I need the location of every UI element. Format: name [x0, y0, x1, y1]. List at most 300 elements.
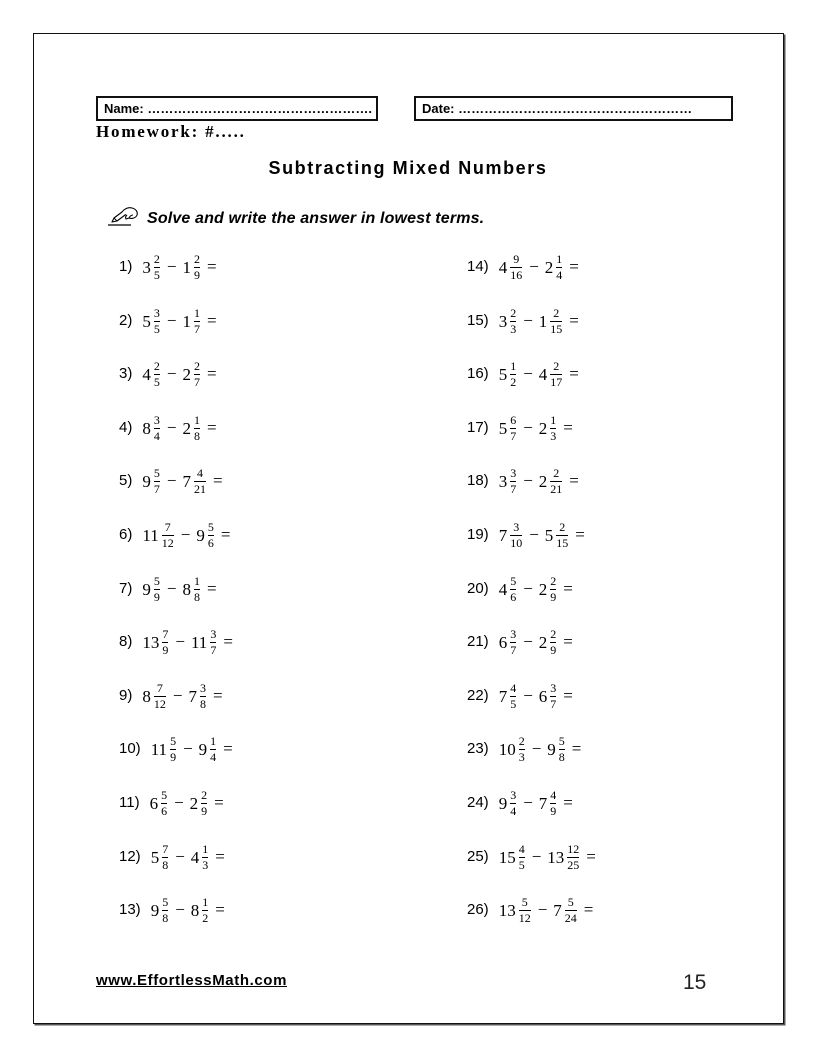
- problem-number: 23): [467, 740, 489, 757]
- fraction-denominator: 5: [153, 268, 160, 282]
- subtrahend-fraction: [555, 253, 563, 281]
- fraction-numerator: 3: [210, 627, 217, 641]
- fraction-denominator: 7: [550, 697, 557, 711]
- fraction-denominator: 9: [201, 804, 208, 818]
- fraction-denominator: 24: [564, 911, 577, 925]
- fraction-numerator: 2: [553, 359, 560, 373]
- subtrahend-fraction: [193, 467, 207, 495]
- minuend-whole-number: 5: [498, 418, 508, 438]
- subtrahend-whole-number: 7: [188, 686, 197, 706]
- problem-item: [467, 680, 579, 712]
- fraction-numerator: 1: [193, 413, 200, 427]
- fraction-numerator: 2: [553, 466, 560, 480]
- subtrahend-whole-number: 2: [538, 632, 548, 652]
- minuend-fraction: [153, 307, 161, 335]
- minuend-whole-number: 15: [498, 847, 516, 867]
- fraction-numerator: 7: [156, 681, 163, 695]
- fraction-numerator: 5: [207, 520, 214, 534]
- subtrahend-fraction: [564, 896, 578, 924]
- subtrahend-whole-number: 2: [189, 793, 199, 813]
- problem-item: [119, 841, 231, 873]
- problem-item: [119, 358, 223, 390]
- minuend-whole-number: 8: [142, 686, 151, 706]
- problem-item: [119, 894, 231, 926]
- problem-number: 8): [119, 633, 133, 650]
- fraction-numerator: 2: [550, 574, 557, 588]
- homework-label: Homework: #.....: [96, 122, 246, 141]
- problem-item: [467, 519, 591, 551]
- fraction-numerator: 2: [193, 252, 200, 266]
- fraction-numerator: 9: [513, 252, 520, 266]
- subtrahend-whole-number: 2: [538, 471, 548, 491]
- minuend-whole-number: 3: [498, 471, 508, 491]
- equals-sign: =: [563, 792, 573, 812]
- fraction-numerator: 1: [202, 842, 209, 856]
- fraction-denominator: 7: [510, 643, 517, 657]
- subtrahend-fraction: [199, 682, 207, 710]
- problem-number: 12): [119, 848, 141, 865]
- fraction-numerator: 5: [521, 895, 528, 909]
- fraction-numerator: 1: [550, 413, 557, 427]
- fraction-denominator: 21: [193, 482, 206, 496]
- fraction-numerator: 2: [518, 734, 525, 748]
- subtrahend-fraction: [209, 735, 217, 763]
- fraction-denominator: 5: [153, 322, 160, 336]
- equals-sign: =: [563, 578, 573, 598]
- fraction-numerator: 7: [162, 627, 169, 641]
- minus-sign: −: [183, 738, 193, 758]
- subtrahend-fraction: [209, 628, 217, 656]
- fraction-numerator: 1: [202, 895, 209, 909]
- problem-number: 5): [119, 472, 133, 489]
- fraction-denominator: 5: [153, 375, 160, 389]
- subtrahend-fraction: [549, 575, 557, 603]
- fraction-numerator: 5: [510, 574, 517, 588]
- minuend-fraction: [509, 253, 523, 281]
- fraction-denominator: 12: [161, 536, 174, 550]
- equals-sign: =: [583, 899, 594, 919]
- problem-number: 17): [467, 419, 489, 436]
- fraction-denominator: 4: [556, 268, 563, 282]
- name-field: [96, 96, 378, 121]
- minuend-whole-number: 9: [142, 579, 151, 599]
- subtrahend-fraction: [549, 360, 563, 388]
- subtrahend-whole-number: 13: [547, 847, 565, 867]
- subtrahend-fraction: [549, 467, 563, 495]
- problem-item: [119, 305, 223, 337]
- minuend-fraction: [509, 307, 517, 335]
- fraction-numerator: 3: [510, 788, 517, 802]
- problem-number: 3): [119, 365, 133, 382]
- minus-sign: −: [166, 363, 177, 383]
- minus-sign: −: [180, 524, 191, 544]
- subtrahend-fraction: [558, 735, 566, 763]
- minuend-whole-number: 5: [498, 364, 508, 384]
- fraction-denominator: 6: [207, 536, 214, 550]
- fraction-numerator: 3: [153, 306, 160, 320]
- fraction-numerator: 4: [518, 842, 525, 856]
- problem-number: 14): [467, 258, 489, 275]
- problem-item: [467, 465, 585, 497]
- minus-sign: −: [175, 899, 185, 919]
- equals-sign: =: [575, 524, 585, 544]
- subtrahend-whole-number: 4: [190, 847, 200, 867]
- fraction-denominator: 6: [510, 590, 517, 604]
- minuend-fraction: [509, 575, 517, 603]
- fraction-numerator: 5: [161, 788, 168, 802]
- fraction-numerator: 3: [199, 681, 206, 695]
- minuend-whole-number: 11: [142, 525, 159, 545]
- subtrahend-whole-number: 9: [547, 739, 556, 759]
- problem-item: [467, 733, 587, 765]
- fraction-numerator: 4: [510, 681, 517, 695]
- fraction-numerator: 3: [510, 466, 517, 480]
- fraction-denominator: 7: [510, 429, 517, 443]
- fraction-numerator: 2: [553, 306, 560, 320]
- minuend-fraction: [509, 414, 517, 442]
- minuend-whole-number: 4: [142, 364, 151, 384]
- fraction-numerator: 2: [153, 359, 160, 373]
- problem-item: [119, 465, 229, 497]
- problem-number: 6): [119, 526, 133, 543]
- minuend-whole-number: 7: [498, 686, 508, 706]
- minus-sign: −: [172, 685, 183, 705]
- subtrahend-fraction: [193, 575, 201, 603]
- fraction-numerator: 3: [550, 681, 557, 695]
- fraction-denominator: 9: [153, 590, 160, 604]
- fraction-denominator: 4: [510, 804, 517, 818]
- subtrahend-whole-number: 5: [544, 525, 554, 545]
- fraction-denominator: 12: [518, 911, 531, 925]
- subtrahend-fraction: [566, 843, 580, 871]
- problem-item: [467, 841, 602, 873]
- fraction-denominator: 10: [510, 536, 523, 550]
- fraction-denominator: 16: [510, 268, 523, 282]
- subtrahend-fraction: [549, 414, 557, 442]
- subtrahend-whole-number: 9: [198, 739, 208, 759]
- minus-sign: −: [529, 256, 539, 276]
- equals-sign: =: [223, 631, 233, 651]
- equals-sign: =: [215, 846, 225, 866]
- subtrahend-whole-number: 2: [182, 364, 191, 384]
- minus-sign: −: [537, 899, 548, 919]
- subtrahend-whole-number: 2: [182, 418, 191, 438]
- subtrahend-whole-number: 9: [196, 525, 205, 545]
- problem-number: 19): [467, 526, 489, 543]
- fraction-denominator: 9: [550, 804, 557, 818]
- fraction-numerator: 5: [170, 734, 177, 748]
- equals-sign: =: [563, 631, 573, 651]
- minus-sign: −: [523, 310, 533, 330]
- fraction-numerator: 5: [162, 895, 169, 909]
- fraction-denominator: 9: [170, 750, 177, 764]
- problem-item: [119, 251, 223, 283]
- minuend-fraction: [509, 682, 517, 710]
- fraction-numerator: 1: [193, 574, 200, 588]
- problem-number: 24): [467, 794, 489, 811]
- minuend-fraction: [518, 735, 526, 763]
- subtrahend-whole-number: 1: [538, 311, 548, 331]
- fraction-denominator: 8: [193, 590, 200, 604]
- minuend-fraction: [161, 843, 169, 871]
- equals-sign: =: [571, 738, 582, 758]
- minuend-whole-number: 5: [150, 847, 160, 867]
- minus-sign: −: [523, 578, 533, 598]
- subtrahend-whole-number: 7: [182, 471, 191, 491]
- minuend-whole-number: 4: [498, 579, 508, 599]
- subtrahend-fraction: [193, 307, 201, 335]
- minus-sign: −: [166, 417, 177, 437]
- page-number: 15: [683, 971, 707, 994]
- minus-sign: −: [523, 417, 533, 437]
- equals-sign: =: [563, 685, 573, 705]
- fraction-numerator: 3: [153, 413, 160, 427]
- subtrahend-fraction: [201, 843, 209, 871]
- subtrahend-fraction: [549, 789, 557, 817]
- subtrahend-fraction: [193, 253, 201, 281]
- fraction-numerator: 3: [513, 520, 520, 534]
- minus-sign: −: [531, 738, 542, 758]
- problem-number: 13): [119, 901, 141, 918]
- minuend-whole-number: 6: [149, 793, 159, 813]
- problem-number: 1): [119, 258, 133, 275]
- fraction-denominator: 7: [510, 482, 517, 496]
- minus-sign: −: [531, 846, 542, 866]
- problem-item: [119, 733, 239, 765]
- subtrahend-whole-number: 8: [190, 900, 200, 920]
- subtrahend-whole-number: 2: [544, 257, 554, 277]
- fraction-denominator: 15: [556, 536, 569, 550]
- minuend-fraction: [518, 896, 532, 924]
- problem-number: 11): [119, 794, 140, 811]
- fraction-denominator: 4: [153, 429, 160, 443]
- fraction-denominator: 7: [193, 375, 200, 389]
- problem-number: 21): [467, 633, 489, 650]
- problem-item: [467, 251, 585, 283]
- fraction-denominator: 8: [162, 911, 169, 925]
- subtrahend-whole-number: 8: [182, 579, 191, 599]
- minus-sign: −: [175, 631, 185, 651]
- website-link[interactable]: www.EffortlessMath.com: [96, 972, 288, 989]
- subtrahend-whole-number: 7: [538, 793, 548, 813]
- minuend-fraction: [509, 467, 517, 495]
- subtrahend-whole-number: 11: [190, 632, 208, 652]
- minuend-fraction: [153, 467, 161, 495]
- minuend-whole-number: 9: [498, 793, 508, 813]
- subtrahend-fraction: [549, 307, 563, 335]
- minuend-fraction: [509, 628, 517, 656]
- minuend-fraction: [509, 521, 523, 549]
- fraction-numerator: 1: [193, 306, 200, 320]
- subtrahend-fraction: [193, 360, 201, 388]
- fraction-denominator: 5: [518, 858, 525, 872]
- fraction-numerator: 4: [550, 788, 557, 802]
- problem-item: [119, 787, 230, 819]
- problem-number: 7): [119, 580, 133, 597]
- fraction-denominator: 9: [193, 268, 200, 282]
- fraction-numerator: 2: [510, 306, 517, 320]
- fraction-numerator: 7: [162, 842, 169, 856]
- date-field-label: Date: ………………………………………………: [422, 101, 693, 116]
- problem-number: 22): [467, 687, 489, 704]
- subtrahend-fraction: [201, 896, 209, 924]
- minuend-fraction: [509, 789, 517, 817]
- minuend-whole-number: 9: [142, 471, 151, 491]
- fraction-numerator: 5: [153, 574, 160, 588]
- problem-item: [467, 626, 579, 658]
- minus-sign: −: [166, 310, 177, 330]
- fraction-denominator: 8: [162, 858, 169, 872]
- problem-number: 20): [467, 580, 489, 597]
- equals-sign: =: [563, 417, 573, 437]
- fraction-denominator: 15: [550, 322, 563, 336]
- minuend-fraction: [153, 360, 161, 388]
- fraction-numerator: 2: [193, 359, 200, 373]
- minuend-whole-number: 11: [150, 739, 168, 759]
- minuend-whole-number: 8: [142, 418, 151, 438]
- fraction-denominator: 9: [550, 590, 557, 604]
- instruction-text: Solve and write the answer in lowest terms.: [147, 210, 485, 227]
- minuend-fraction: [153, 414, 161, 442]
- fraction-numerator: 1: [210, 734, 217, 748]
- subtrahend-whole-number: 1: [182, 311, 191, 331]
- equals-sign: =: [206, 363, 217, 383]
- minus-sign: −: [523, 470, 533, 490]
- minus-sign: −: [523, 363, 533, 383]
- minus-sign: −: [175, 846, 185, 866]
- problem-number: 15): [467, 312, 489, 329]
- problem-number: 25): [467, 848, 489, 865]
- subtrahend-fraction: [207, 521, 215, 549]
- minuend-whole-number: 13: [142, 632, 160, 652]
- fraction-denominator: 2: [510, 375, 517, 389]
- subtrahend-whole-number: 6: [538, 686, 548, 706]
- equals-sign: =: [206, 310, 217, 330]
- problem-number: 10): [119, 740, 141, 757]
- fraction-numerator: 5: [153, 466, 160, 480]
- minuend-fraction: [161, 521, 175, 549]
- fraction-denominator: 8: [193, 429, 200, 443]
- subtrahend-fraction: [200, 789, 208, 817]
- minuend-fraction: [518, 843, 526, 871]
- minuend-whole-number: 4: [498, 257, 508, 277]
- problem-number: 26): [467, 901, 489, 918]
- fraction-denominator: 3: [550, 429, 557, 443]
- fraction-denominator: 3: [202, 858, 209, 872]
- subtrahend-whole-number: 2: [538, 579, 548, 599]
- fraction-denominator: 3: [518, 750, 525, 764]
- problem-number: 18): [467, 472, 489, 489]
- minuend-whole-number: 3: [142, 257, 151, 277]
- subtrahend-whole-number: 4: [538, 364, 548, 384]
- minus-sign: −: [174, 792, 184, 812]
- problem-number: 9): [119, 687, 133, 704]
- fraction-numerator: 2: [201, 788, 208, 802]
- problem-item: [119, 626, 239, 658]
- minus-sign: −: [529, 524, 539, 544]
- minus-sign: −: [166, 470, 177, 490]
- minus-sign: −: [166, 578, 177, 598]
- problem-number: 4): [119, 419, 133, 436]
- equals-sign: =: [569, 363, 579, 383]
- fraction-numerator: 12: [567, 842, 580, 856]
- minuend-fraction: [509, 360, 517, 388]
- equals-sign: =: [206, 417, 217, 437]
- problem-item: [119, 680, 229, 712]
- minuend-whole-number: 7: [498, 525, 508, 545]
- minuend-fraction: [153, 575, 161, 603]
- minus-sign: −: [523, 631, 533, 651]
- problem-item: [467, 787, 579, 819]
- subtrahend-fraction: [549, 682, 557, 710]
- subtrahend-fraction: [555, 521, 569, 549]
- minus-sign: −: [166, 256, 177, 276]
- fraction-numerator: 3: [510, 627, 517, 641]
- minuend-whole-number: 9: [150, 900, 160, 920]
- fraction-numerator: 2: [550, 627, 557, 641]
- fraction-numerator: 7: [164, 520, 171, 534]
- problem-number: 2): [119, 312, 133, 329]
- fraction-denominator: 3: [510, 322, 517, 336]
- equals-sign: =: [569, 256, 579, 276]
- fraction-denominator: 8: [558, 750, 565, 764]
- minuend-whole-number: 13: [498, 900, 516, 920]
- minus-sign: −: [523, 685, 533, 705]
- fraction-numerator: 4: [196, 466, 203, 480]
- fraction-denominator: 6: [161, 804, 168, 818]
- fraction-denominator: 9: [550, 643, 557, 657]
- fraction-denominator: 5: [510, 697, 517, 711]
- minuend-whole-number: 3: [498, 311, 508, 331]
- problem-number: 16): [467, 365, 489, 382]
- problem-item: [119, 573, 223, 605]
- equals-sign: =: [223, 738, 233, 758]
- minuend-fraction: [153, 682, 167, 710]
- equals-sign: =: [206, 256, 217, 276]
- fraction-denominator: 2: [202, 911, 209, 925]
- subtrahend-fraction: [193, 414, 201, 442]
- fraction-numerator: 1: [510, 359, 517, 373]
- date-field: [414, 96, 733, 121]
- equals-sign: =: [569, 310, 579, 330]
- subtrahend-whole-number: 7: [553, 900, 562, 920]
- fraction-numerator: 6: [510, 413, 517, 427]
- minuend-fraction: [160, 789, 168, 817]
- equals-sign: =: [215, 899, 225, 919]
- equals-sign: =: [212, 685, 223, 705]
- problem-item: [467, 894, 599, 926]
- subtrahend-whole-number: 1: [182, 257, 191, 277]
- fraction-numerator: 2: [559, 520, 566, 534]
- equals-sign: =: [220, 524, 231, 544]
- minuend-whole-number: 6: [498, 632, 508, 652]
- fraction-numerator: 2: [153, 252, 160, 266]
- problem-item: [467, 305, 585, 337]
- pencil-icon: [107, 205, 139, 227]
- subtrahend-fraction: [549, 628, 557, 656]
- minuend-fraction: [153, 253, 161, 281]
- equals-sign: =: [586, 846, 596, 866]
- fraction-denominator: 7: [193, 322, 200, 336]
- minuend-fraction: [169, 735, 177, 763]
- equals-sign: =: [214, 792, 224, 812]
- fraction-numerator: 5: [558, 734, 565, 748]
- fraction-denominator: 25: [567, 858, 580, 872]
- fraction-numerator: 1: [556, 252, 563, 266]
- equals-sign: =: [206, 578, 217, 598]
- minuend-fraction: [161, 896, 169, 924]
- minuend-fraction: [161, 628, 169, 656]
